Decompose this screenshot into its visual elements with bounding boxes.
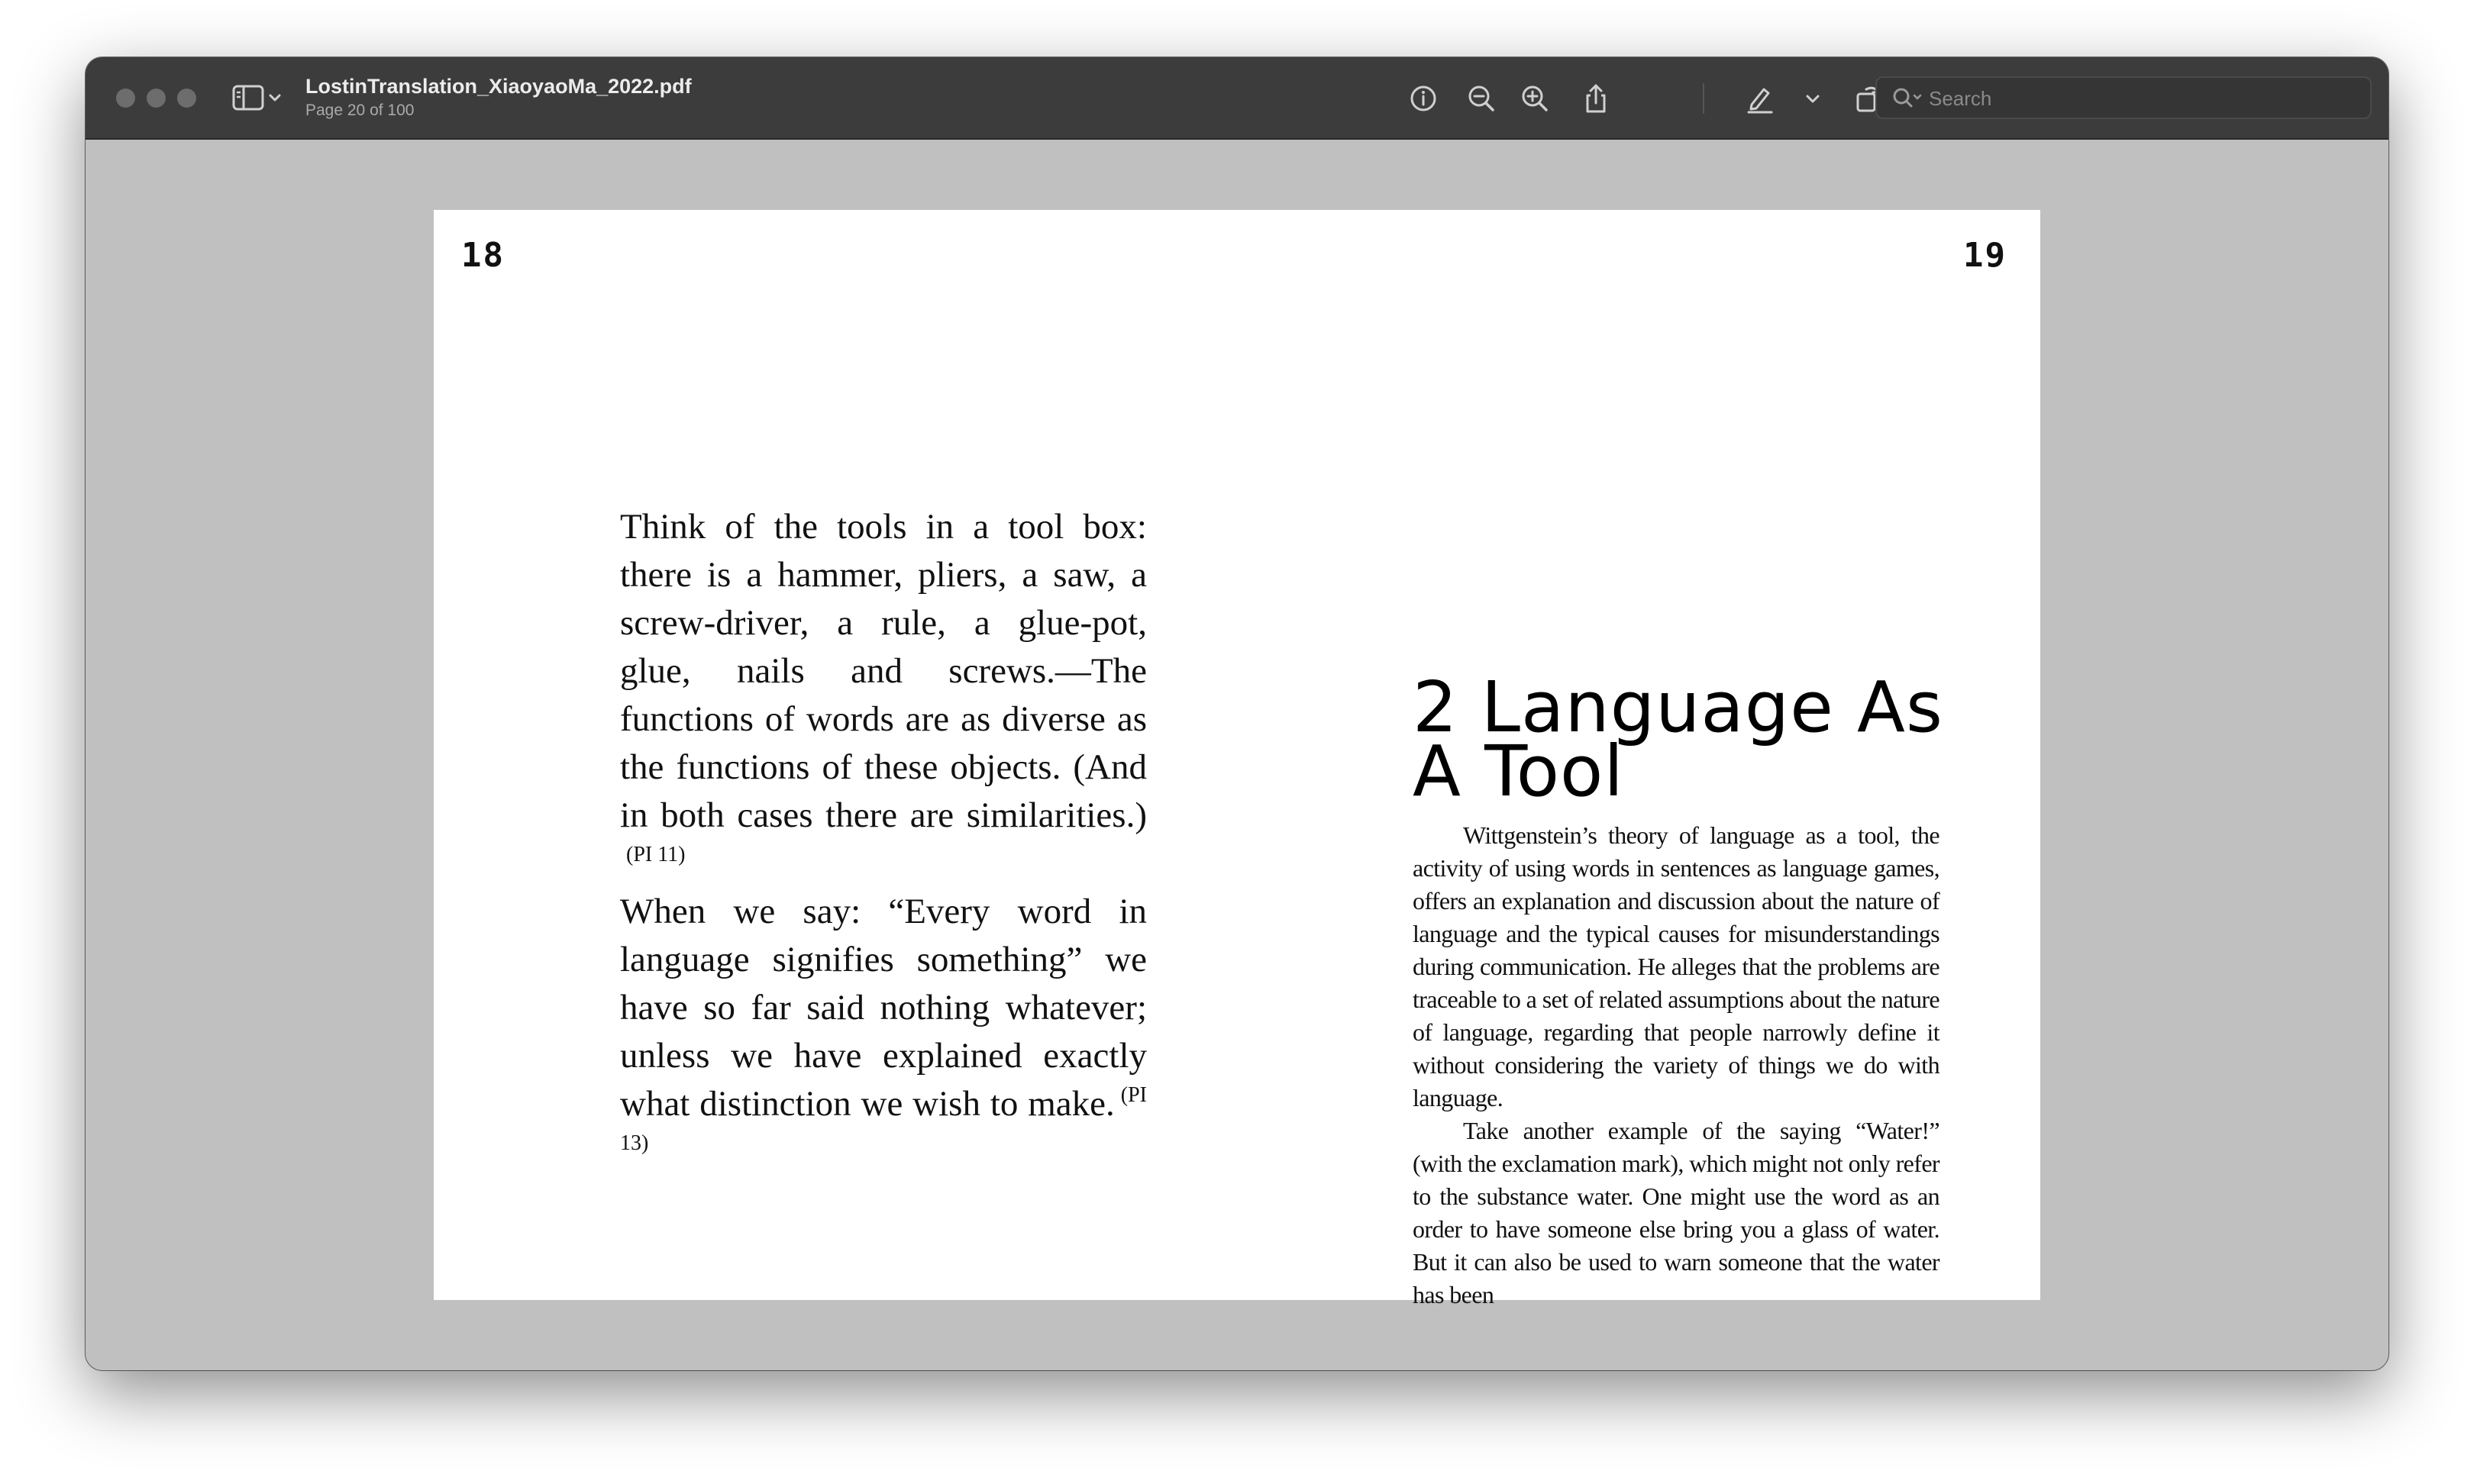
quote-block (620, 888, 1147, 1176)
zoom-in-icon (1518, 82, 1552, 115)
chevron-down-icon (270, 95, 279, 100)
quote-citation: (PI 13) (620, 1083, 1147, 1155)
pdf-page-spread[interactable] (434, 210, 2040, 1308)
markup-options-button[interactable] (1796, 82, 1830, 115)
zoom-out-icon (1465, 82, 1498, 115)
title-bar (86, 57, 2388, 140)
minimize-window-button[interactable] (147, 89, 166, 108)
preview-window (86, 57, 2388, 1370)
close-window-button[interactable] (116, 89, 135, 108)
quote-citation: (PI 11) (626, 843, 686, 866)
body-paragraph: Wittgenstein’s theory of language as a tool, the activity of using words in sentences as language games, offers an explanation and discussion about the nature of language and the typical causes for misunderstandings during communication. He alleges that the problems are traceable to a set of related assumptions about the nature of language, regarding that people narrowly define it without considering the variety of things we do with language. (1413, 821, 1939, 1111)
quote-text: Think of the tools in a tool box: there is a hammer, pliers, a saw, a screw-driver, a rule, a glue-pot, glue, nails and screws.—The functions of words are as diverse as the functions of these objects. (And in both cases there are similarities.) (620, 507, 1147, 835)
zoom-window-button[interactable] (177, 89, 196, 108)
search-icon (1891, 85, 1924, 111)
share-button[interactable] (1579, 82, 1613, 115)
body-paragraph: Take another example of the saying “Water!” (with the exclamation mark), which might not only refer to the substance water. One might use the word as an order to have someone else bring you a glass of water. But it can also be used to warn someone that the water has been (1413, 1117, 1939, 1308)
page-number-left: 18 (461, 236, 505, 275)
quote-block (620, 503, 1147, 888)
quote-text: When we say: “Every word in language signifies something” we have so far said nothing whatever; unless we have explained exactly what distinction we wish to make. (620, 892, 1147, 1124)
page-indicator: Page 20 of 100 (305, 102, 415, 119)
toolbar-divider (1703, 83, 1704, 114)
markup-pen-icon (1742, 82, 1776, 115)
chapter-title: 2 Language As A Tool (1413, 666, 1943, 812)
zoom-out-button[interactable] (1465, 82, 1498, 115)
chapter-body (1413, 819, 1939, 1311)
info-button[interactable] (1407, 82, 1440, 115)
search-field[interactable] (1875, 76, 2372, 119)
zoom-in-button[interactable] (1518, 82, 1552, 115)
document-title: LostinTranslation_XiaoyaoMa_2022.pdf (305, 75, 692, 98)
markup-button[interactable] (1742, 82, 1776, 115)
page-number-right: 19 (1963, 236, 2007, 275)
search-input[interactable] (1929, 84, 2356, 113)
sidebar-toggle-button[interactable] (232, 83, 289, 114)
sidebar-icon (232, 83, 289, 114)
share-icon (1579, 82, 1613, 115)
info-icon (1407, 82, 1440, 115)
chevron-down-icon (1796, 82, 1830, 115)
